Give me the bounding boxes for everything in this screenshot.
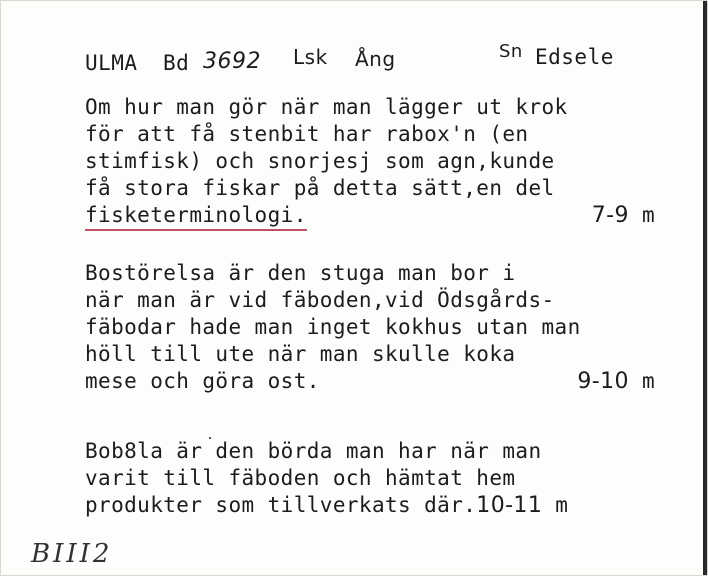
- range-unit: m: [555, 493, 569, 517]
- range-value: 9-10: [577, 369, 629, 394]
- last-line-text: produkter som tillverkats där.: [85, 493, 477, 517]
- text-line: stimfisk) och snorjesj som agn,kunde: [85, 149, 555, 173]
- shelfmark: BIII2: [31, 539, 113, 569]
- paragraph-bobbla: [85, 438, 655, 519]
- paragraph-fishing: [85, 94, 655, 229]
- card-header: [85, 41, 645, 85]
- archive-code: ULMA: [85, 51, 138, 75]
- paragraph-bostorelsa: [85, 260, 655, 395]
- text-line-last: [85, 202, 655, 229]
- range-unit: m: [641, 203, 655, 227]
- parish-name: Edsele: [535, 45, 614, 69]
- text-line: Bostörelsa är den stuga man bor i: [85, 261, 516, 285]
- last-line-text: mese och göra ost.: [85, 369, 320, 393]
- range-value: 7-9: [591, 203, 629, 228]
- underlined-term: fisketerminologi.: [85, 203, 307, 231]
- range-unit: m: [641, 369, 655, 393]
- text-line: varit till fäboden och hämtat hem: [85, 466, 516, 490]
- minute-range: [476, 493, 568, 517]
- text-line: fäbodar hade man inget kokhus utan man: [85, 315, 581, 339]
- text-line: Om hur man gör när man lägger ut krok: [85, 95, 568, 119]
- record-number: 3692: [203, 49, 261, 74]
- text-line: Bob8la är den börda man har när man: [85, 439, 542, 463]
- parish-prefix: Sn: [499, 41, 523, 62]
- text-line: när man är vid fäboden,vid Ödsgårds-: [85, 288, 555, 312]
- text-line: för att få stenbit har rabox'n (en: [85, 122, 529, 146]
- district-label: Ång: [355, 47, 396, 71]
- text-line-last: [85, 492, 655, 519]
- minute-range: [577, 368, 655, 395]
- volume-label: Bd: [163, 51, 190, 75]
- province-label: Lsk: [293, 45, 328, 69]
- text-line: höll till ute när man skulle koka: [85, 342, 516, 366]
- range-value: 10-11: [476, 493, 543, 518]
- text-line-last: [85, 368, 655, 395]
- minute-range: [592, 202, 655, 229]
- text-line: få stora fiskar på detta sätt,en del: [85, 176, 555, 200]
- card-edge: [703, 1, 707, 575]
